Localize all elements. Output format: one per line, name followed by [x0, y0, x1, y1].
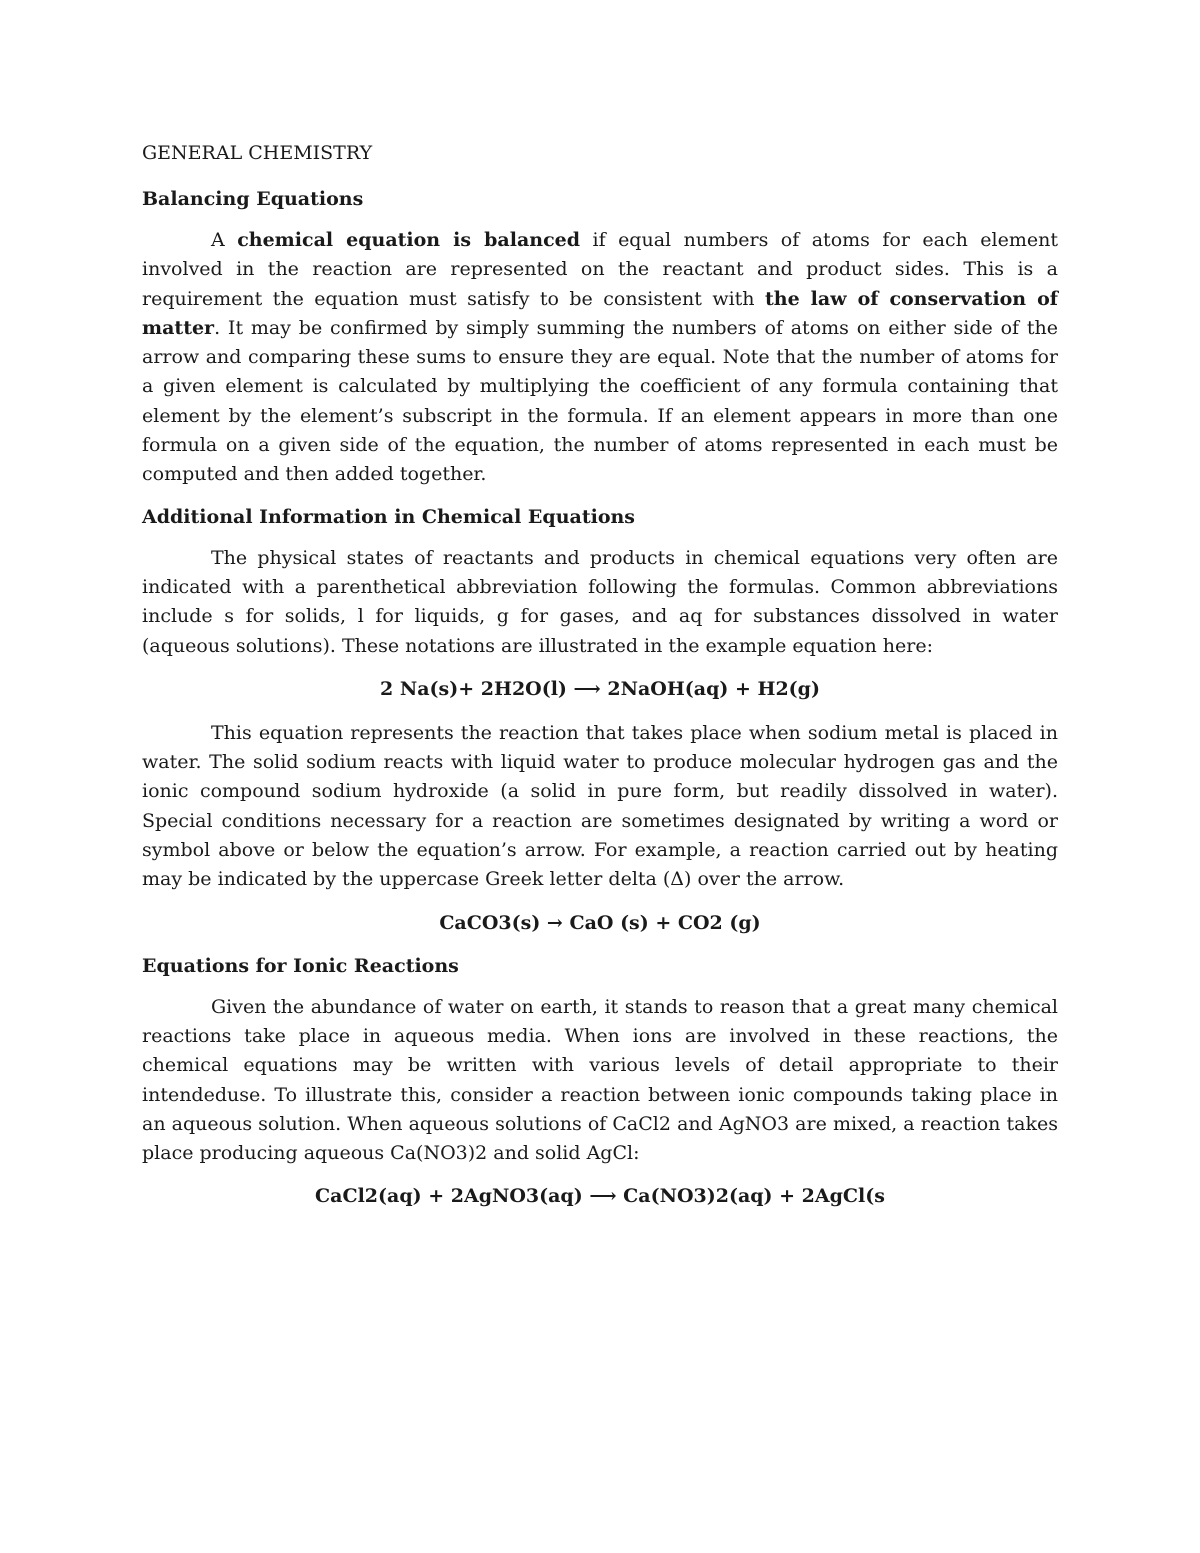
paragraph-sodium-reaction: This equation represents the reaction that takes place when sodium metal is placed in water. The solid sodium reacts with liquid water to produce molecular hydrogen gas and the ionic compound sodium hydroxide (a solid in pure form, but readily dissolved in water). Special conditions necessary for a reaction are sometimes designated by writing a word or symbol above or below the equation’s arrow. For example, a reaction carried out by heating may be indicated by the uppercase Greek letter delta (Δ) over the arrow. — [142, 721, 1058, 891]
paragraph-text: . It may be confirmed by simply summing the numbers of atoms on either side of the arrow and comparing these sums to ensure they are equal. Note that the number of atoms for a given element is calculated by multiplying the coefficient of any formula containing that element by the element’s subscript in the formula. If an element appears in more than one formula on a given side of the equation, the number of atoms represented in each must be computed and then added together. — [142, 316, 1058, 486]
section-heading-ionic-reactions: Equations for Ionic Reactions — [142, 954, 459, 977]
section-heading-balancing-equations: Balancing Equations — [142, 188, 364, 210]
bold-term-balanced-equation: chemical equation is balanced — [237, 229, 581, 251]
bold-term-conservation-of-matter: the law of conservation of matter — [142, 287, 1058, 339]
paragraph-ionic-reactions: Given the abundance of water on earth, it stands to reason that a great many chemical reactions take place in aqueous media. When ions are involved in these reactions, the chemical equations may be written with various levels of detail appropriate to their intendeduse. To illustrate this, consider a reaction between ionic compounds taking place in an aqueous solution. When aqueous solutions of CaCl2 and AgNO3 are mixed, a reaction takes place producing aqueous Ca(NO3)2 and solid AgCl: — [142, 995, 1058, 1165]
equation-calcium-carbonate: CaCO3(s) → CaO (s) + CO2 (g) — [439, 911, 761, 934]
paragraph-text: A — [211, 229, 238, 251]
document-title: GENERAL CHEMISTRY — [142, 142, 373, 164]
paragraph-physical-states: The physical states of reactants and products in chemical equations very often are indicated with a parenthetical abbreviation following the formulas. Common abbreviations include s for solids, l for liquids, g for gases, and aq for substances dissolved in water (aqueous solutions). These notations are illustrated in the example equation here: — [142, 546, 1058, 657]
equation-calcium-chloride-silver-nitrate: CaCl2(aq) + 2AgNO3(aq) ⟶ Ca(NO3)2(aq) + 2AgCl(s — [315, 1185, 885, 1208]
document-page — [142, 140, 1058, 1226]
paragraph-text: if equal numbers of atoms for each element involved in the reaction are represented on the reactant and product sides. This is a requirement the equation must satisfy to be consistent with — [142, 229, 1059, 310]
section-heading-additional-information: Additional Information in Chemical Equations — [142, 505, 635, 528]
equation-sodium-water: 2 Na(s)+ 2H2O(l) ⟶ 2NaOH(aq) + H2(g) — [380, 677, 820, 700]
paragraph-balancing-equations — [142, 226, 1058, 490]
